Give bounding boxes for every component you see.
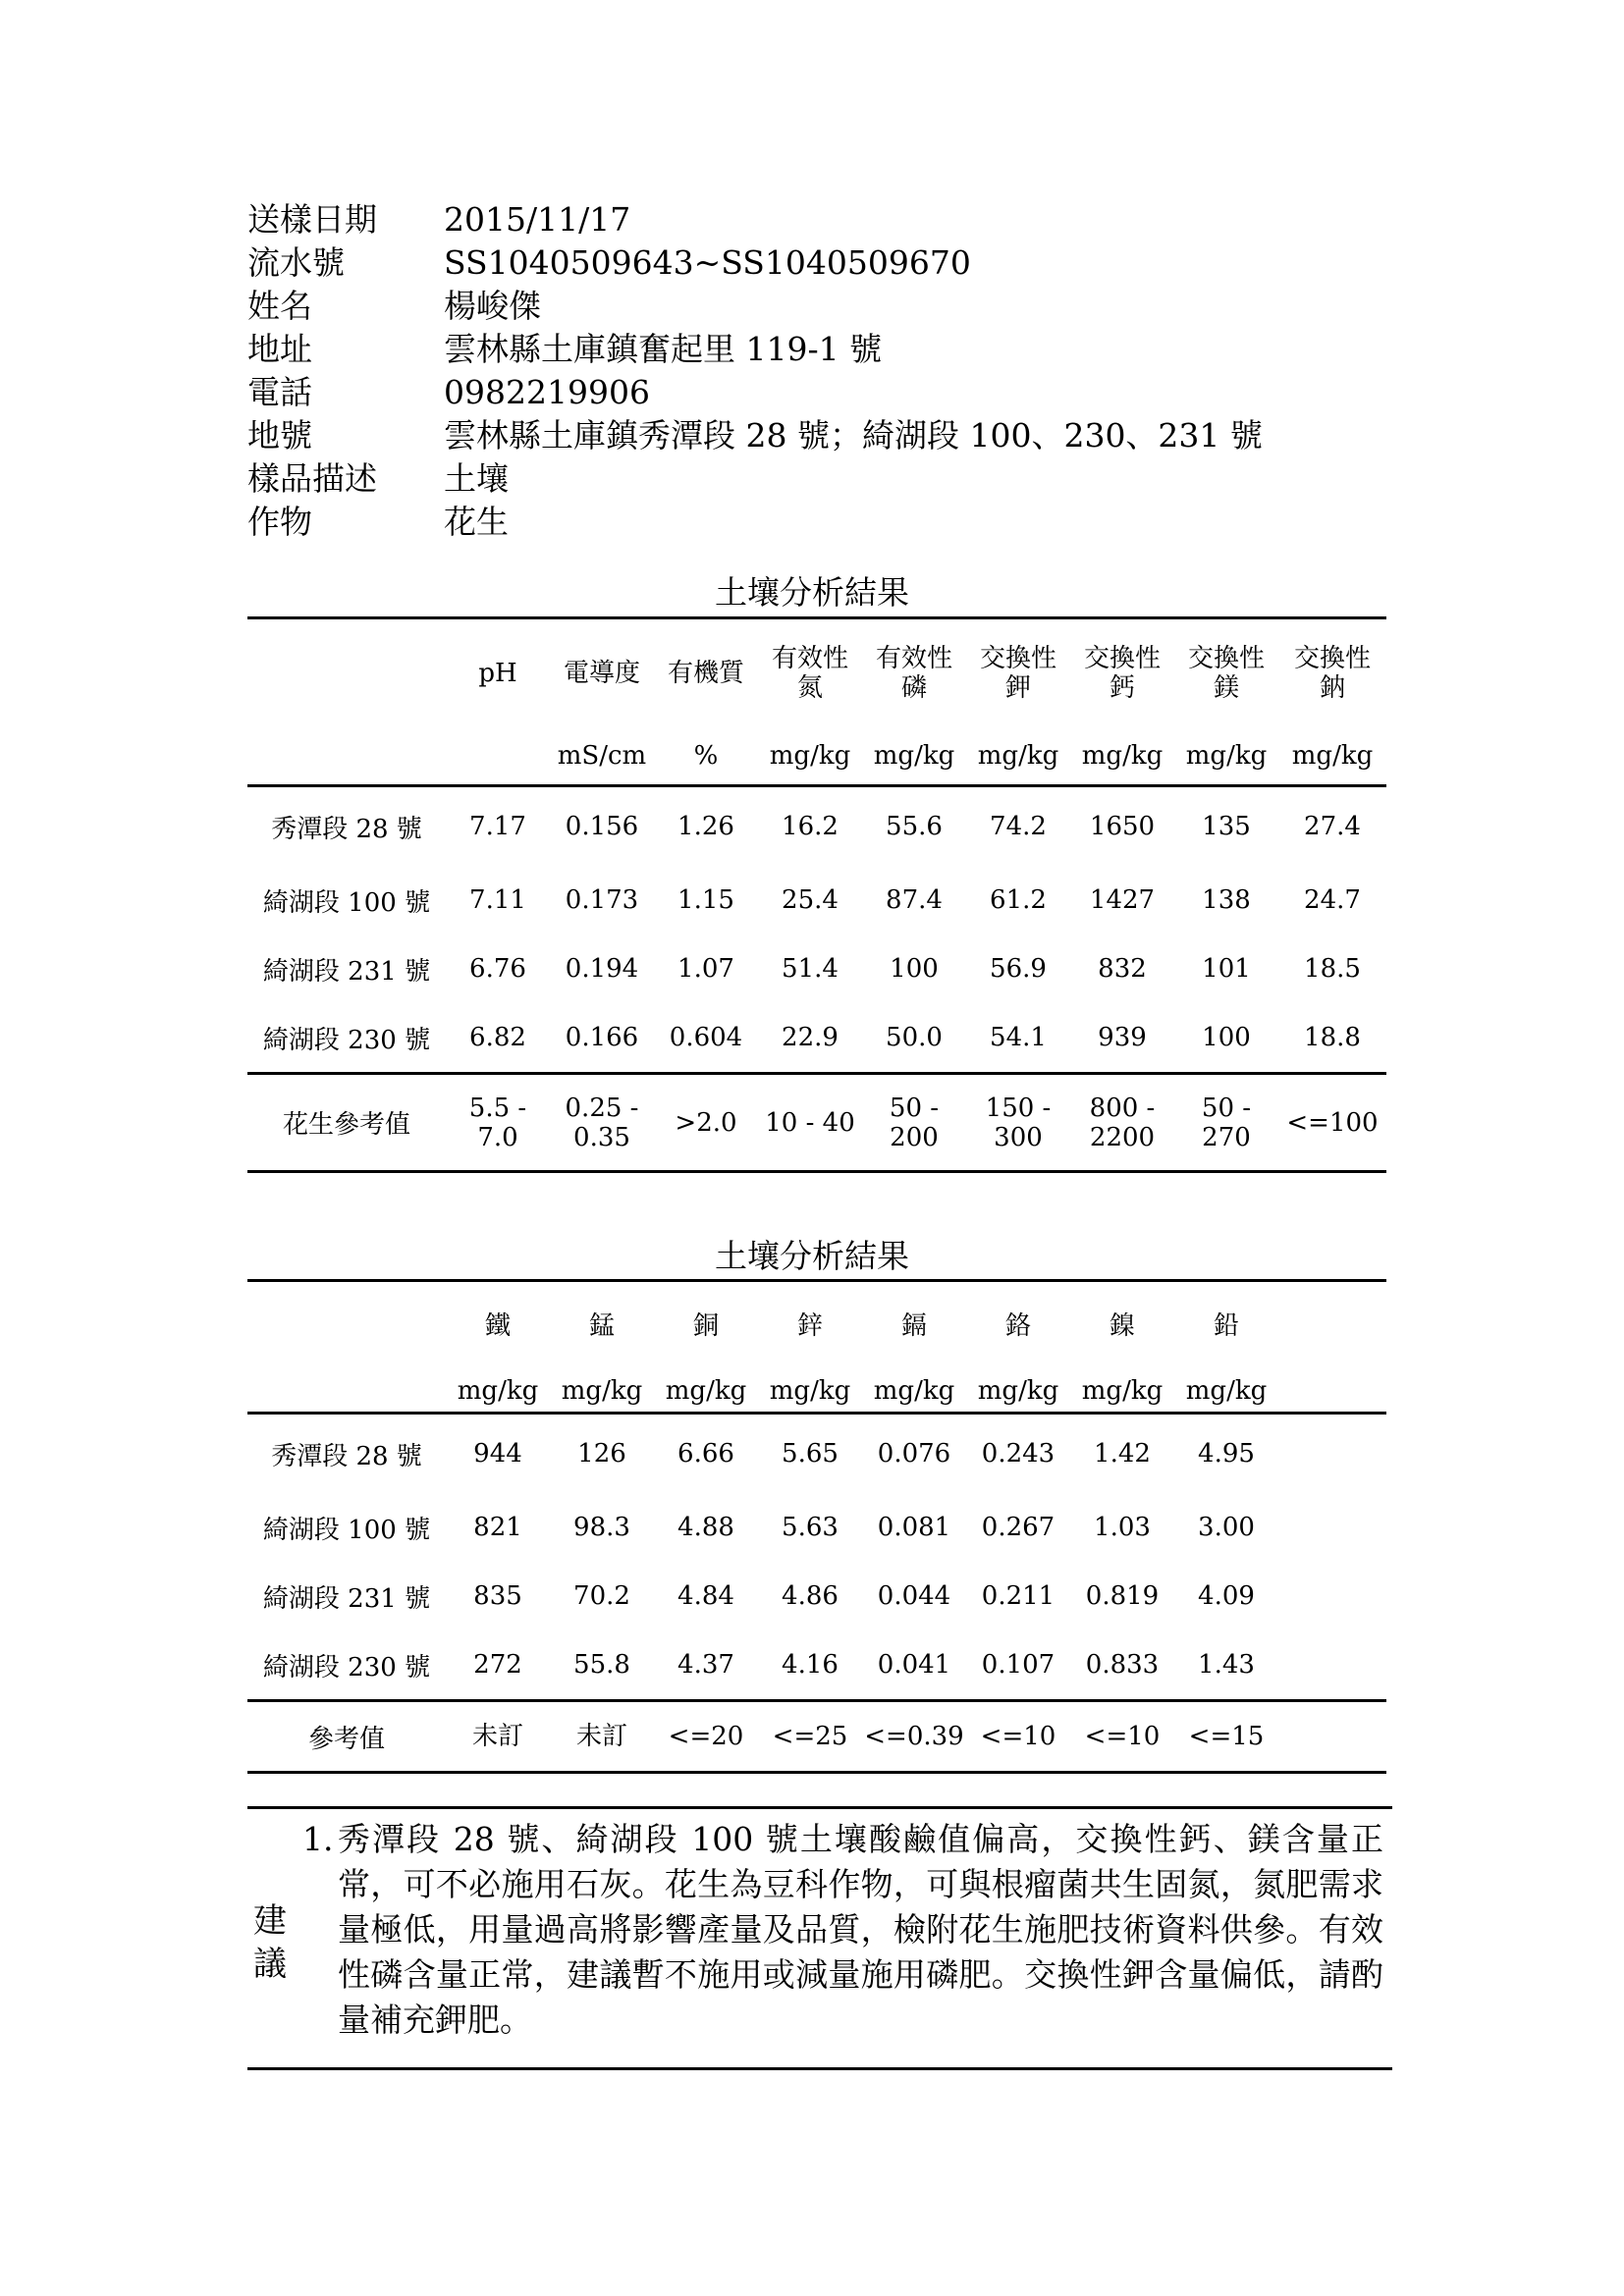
unit-cell: mg/kg <box>1291 741 1374 771</box>
info-value: 土壤 <box>444 459 509 498</box>
advice-label: 建議 <box>253 1901 287 1984</box>
empty-header-cell <box>1278 1281 1386 1371</box>
advice-number: 1. <box>302 1820 334 1858</box>
info-row-address <box>247 328 1426 371</box>
column-header: 鉻 <box>1004 1311 1031 1341</box>
info-label: 地址 <box>247 330 312 368</box>
table-cell: 5.63 <box>782 1513 839 1542</box>
table-cell: 100 <box>890 954 939 984</box>
soil-analysis-table-2 <box>247 1279 1386 1774</box>
table-unit-row <box>247 727 1386 786</box>
reference-cell: <=20 <box>668 1722 744 1751</box>
info-row-serial <box>247 241 1426 285</box>
row-label: 綺湖段 100 號 <box>262 887 431 918</box>
table-cell: 70.2 <box>573 1581 630 1611</box>
table-cell: 55.8 <box>573 1650 630 1680</box>
table-cell: 4.88 <box>677 1513 734 1542</box>
table-cell: 0.173 <box>565 885 639 915</box>
table-cell: 272 <box>473 1650 522 1680</box>
unit-cell: mg/kg <box>769 1376 851 1406</box>
unit-cell: mg/kg <box>457 1376 539 1406</box>
empty-cell <box>1278 1493 1386 1562</box>
reference-cell: 10 - 40 <box>765 1107 855 1138</box>
table-cell: 0.819 <box>1085 1581 1160 1611</box>
unit-corner-cell <box>247 727 446 786</box>
table-cell: 4.37 <box>677 1650 734 1680</box>
table-cell: 74.2 <box>990 812 1047 841</box>
table-cell: 939 <box>1098 1023 1147 1052</box>
info-value: 雲林縣土庫鎮秀潭段 28 號；綺湖段 100、230、231 號 <box>444 416 1263 454</box>
table-cell: 0.081 <box>877 1513 951 1542</box>
table-cell: 0.044 <box>877 1581 951 1611</box>
column-header: 鎳 <box>1109 1311 1135 1341</box>
table-cell: 1.43 <box>1198 1650 1255 1680</box>
unit-cell: mg/kg <box>977 1376 1059 1406</box>
table-cell: 22.9 <box>782 1023 839 1052</box>
table-cell: 6.82 <box>469 1023 526 1052</box>
info-label: 姓名 <box>247 287 312 325</box>
table-unit-row <box>247 1370 1386 1414</box>
table-cell: 1.26 <box>677 812 734 841</box>
table-cell: 4.16 <box>782 1650 839 1680</box>
row-label: 綺湖段 100 號 <box>262 1515 431 1545</box>
table-cell: 0.267 <box>981 1513 1056 1542</box>
reference-cell: >2.0 <box>675 1107 737 1138</box>
empty-cell <box>1278 1701 1386 1773</box>
table-cell: 51.4 <box>782 954 839 984</box>
table-cell: 6.66 <box>677 1439 734 1468</box>
column-header: 鋅 <box>796 1311 823 1341</box>
column-header: 有機質 <box>667 659 744 688</box>
table-cell: 18.5 <box>1304 954 1361 984</box>
table-row <box>247 1003 1386 1074</box>
table-cell: 4.86 <box>782 1581 839 1611</box>
reference-cell: 150 - 300 <box>985 1093 1052 1152</box>
column-header: 交換性 鉀 <box>979 644 1056 703</box>
column-header: 錳 <box>588 1311 615 1341</box>
reference-cell: 未訂 <box>575 1722 627 1751</box>
table-cell: 0.833 <box>1085 1650 1160 1680</box>
table-cell: 4.84 <box>677 1581 734 1611</box>
info-label: 地號 <box>247 416 312 454</box>
column-header: 電導度 <box>563 659 640 688</box>
info-label: 作物 <box>247 503 312 541</box>
table-cell: 98.3 <box>573 1513 630 1542</box>
table-row <box>247 866 1386 934</box>
info-row-sample-desc <box>247 457 1426 501</box>
unit-cell: mg/kg <box>873 1376 955 1406</box>
row-label: 綺湖段 231 號 <box>262 956 431 987</box>
column-header: 有效性 磷 <box>875 644 952 703</box>
info-value: 楊峻傑 <box>444 287 541 325</box>
reference-cell: 未訂 <box>471 1722 523 1751</box>
table-cell: 3.00 <box>1198 1513 1255 1542</box>
header-corner-cell <box>247 1281 446 1371</box>
table-cell: 944 <box>473 1439 522 1468</box>
table-cell: 0.243 <box>981 1439 1056 1468</box>
reference-cell: <=0.39 <box>864 1722 964 1751</box>
table-cell: 7.11 <box>469 885 526 915</box>
table-cell: 101 <box>1202 954 1251 984</box>
table2-title: 土壤分析結果 <box>715 1237 909 1275</box>
empty-cell <box>1278 1630 1386 1701</box>
info-value: 花生 <box>444 503 509 541</box>
column-header: 銅 <box>692 1311 719 1341</box>
column-header: pH <box>478 659 517 688</box>
table-cell: 4.09 <box>1198 1581 1255 1611</box>
table-cell: 100 <box>1202 1023 1251 1052</box>
table-row <box>247 934 1386 1003</box>
unit-cell <box>446 727 550 786</box>
reference-cell: <=10 <box>980 1722 1056 1751</box>
info-row-phone <box>247 371 1426 414</box>
info-row-date <box>247 198 1426 241</box>
unit-cell: mS/cm <box>557 741 647 771</box>
info-label: 樣品描述 <box>247 459 377 498</box>
column-header: 交換性 鈉 <box>1293 644 1371 703</box>
table-cell: 832 <box>1098 954 1147 984</box>
reference-cell: <=100 <box>1286 1107 1379 1138</box>
soil-analysis-table-1 <box>247 616 1386 1173</box>
table-cell: 27.4 <box>1304 812 1361 841</box>
info-value: 2015/11/17 <box>444 200 631 239</box>
unit-cell: mg/kg <box>665 1376 747 1406</box>
row-label: 綺湖段 230 號 <box>262 1652 431 1682</box>
table-cell: 5.65 <box>782 1439 839 1468</box>
table1-body <box>247 618 1386 1172</box>
table-cell: 0.107 <box>981 1650 1056 1680</box>
table-cell: 6.76 <box>469 954 526 984</box>
table-row <box>247 1562 1386 1630</box>
reference-cell: <=25 <box>772 1722 848 1751</box>
unit-cell: mg/kg <box>873 741 955 771</box>
reference-row <box>247 1701 1386 1773</box>
info-value: 0982219906 <box>444 373 650 411</box>
advice-section <box>247 1806 1392 2070</box>
unit-cell: mg/kg <box>1185 741 1268 771</box>
table-row <box>247 1414 1386 1494</box>
reference-label: 參考值 <box>307 1724 385 1754</box>
table-cell: 56.9 <box>990 954 1047 984</box>
table-cell: 7.17 <box>469 812 526 841</box>
reference-row <box>247 1074 1386 1172</box>
row-label: 秀潭段 28 號 <box>271 814 422 844</box>
table-cell: 16.2 <box>782 812 839 841</box>
unit-corner-cell <box>247 1370 446 1414</box>
table-cell: 0.194 <box>565 954 639 984</box>
table-cell: 1.42 <box>1094 1439 1151 1468</box>
empty-cell <box>1278 1562 1386 1630</box>
table-cell: 0.211 <box>981 1581 1056 1611</box>
info-label: 流水號 <box>247 243 345 282</box>
reference-cell: <=15 <box>1188 1722 1265 1751</box>
column-header: 鉛 <box>1213 1311 1239 1341</box>
row-label: 綺湖段 230 號 <box>262 1025 431 1055</box>
info-row-land-number <box>247 414 1426 457</box>
row-label: 綺湖段 231 號 <box>262 1583 431 1614</box>
table-cell: 0.604 <box>669 1023 743 1052</box>
table-cell: 1.15 <box>677 885 734 915</box>
table-cell: 61.2 <box>990 885 1047 915</box>
table-cell: 821 <box>473 1513 522 1542</box>
reference-cell: <=10 <box>1084 1722 1161 1751</box>
unit-cell: mg/kg <box>769 741 851 771</box>
table-cell: 1650 <box>1089 812 1156 841</box>
reference-cell: 0.25 - 0.35 <box>565 1093 639 1152</box>
table2-body <box>247 1281 1386 1773</box>
info-label: 送樣日期 <box>247 200 377 239</box>
info-value: 雲林縣土庫鎮奮起里 119-1 號 <box>444 330 883 368</box>
reference-cell: 50 - 200 <box>889 1093 940 1152</box>
table-cell: 126 <box>577 1439 626 1468</box>
table-cell: 1.07 <box>677 954 734 984</box>
empty-cell <box>1278 1414 1386 1494</box>
table-cell: 18.8 <box>1304 1023 1361 1052</box>
table-cell: 50.0 <box>886 1023 943 1052</box>
table-header-row <box>247 618 1386 728</box>
reference-cell: 50 - 270 <box>1201 1093 1252 1152</box>
table-cell: 25.4 <box>782 885 839 915</box>
table-cell: 138 <box>1202 885 1251 915</box>
unit-cell: mg/kg <box>1081 1376 1164 1406</box>
table-cell: 54.1 <box>990 1023 1047 1052</box>
reference-cell: 800 - 2200 <box>1089 1093 1156 1152</box>
table-cell: 0.041 <box>877 1650 951 1680</box>
column-header: 交換性 鈣 <box>1083 644 1161 703</box>
table-cell: 1.03 <box>1094 1513 1151 1542</box>
table-cell: 0.166 <box>565 1023 639 1052</box>
unit-cell: mg/kg <box>1185 1376 1268 1406</box>
table-cell: 24.7 <box>1304 885 1361 915</box>
empty-unit-cell <box>1278 1370 1386 1414</box>
table-row <box>247 786 1386 867</box>
info-row-name <box>247 285 1426 328</box>
sample-info <box>247 198 1426 544</box>
unit-cell: mg/kg <box>1081 741 1164 771</box>
unit-cell: mg/kg <box>977 741 1059 771</box>
info-value: SS1040509643~SS1040509670 <box>444 243 971 282</box>
table-cell: 4.95 <box>1198 1439 1255 1468</box>
unit-cell: % <box>693 741 719 771</box>
reference-cell: 5.5 - 7.0 <box>468 1093 527 1152</box>
info-label: 電話 <box>247 373 312 411</box>
column-header: 鐵 <box>484 1311 511 1341</box>
table-row <box>247 1493 1386 1562</box>
table-cell: 0.076 <box>877 1439 951 1468</box>
table-header-row <box>247 1281 1386 1371</box>
advice-text: 秀潭段 28 號、綺湖段 100 號土壤酸鹼值偏高，交換性鈣、鎂含量正常，可不必施用石灰。花生為豆科作物，可與根瘤菌共生固氮，氮肥需求量極低，用量過高將影響產量及品質，檢附花生施肥技術資料供參。有效性磷含量正常，建議暫不施用或減量施用磷肥。交換性鉀含量偏低，請酌量補充鉀肥。 <box>338 1820 1383 2039</box>
column-header: 有效性 氮 <box>771 644 848 703</box>
table-cell: 1427 <box>1089 885 1156 915</box>
info-row-crop <box>247 501 1426 544</box>
table-cell: 835 <box>473 1581 522 1611</box>
table-cell: 55.6 <box>886 812 943 841</box>
unit-cell: mg/kg <box>561 1376 643 1406</box>
header-corner-cell <box>247 618 446 728</box>
reference-label: 花生參考值 <box>282 1110 410 1140</box>
column-header: 鎘 <box>900 1311 927 1341</box>
table-row <box>247 1630 1386 1701</box>
table-cell: 135 <box>1202 812 1251 841</box>
row-label: 秀潭段 28 號 <box>271 1441 422 1471</box>
table-cell: 87.4 <box>886 885 943 915</box>
table1-title: 土壤分析結果 <box>715 573 909 612</box>
table-cell: 0.156 <box>565 812 639 841</box>
column-header: 交換性 鎂 <box>1187 644 1265 703</box>
